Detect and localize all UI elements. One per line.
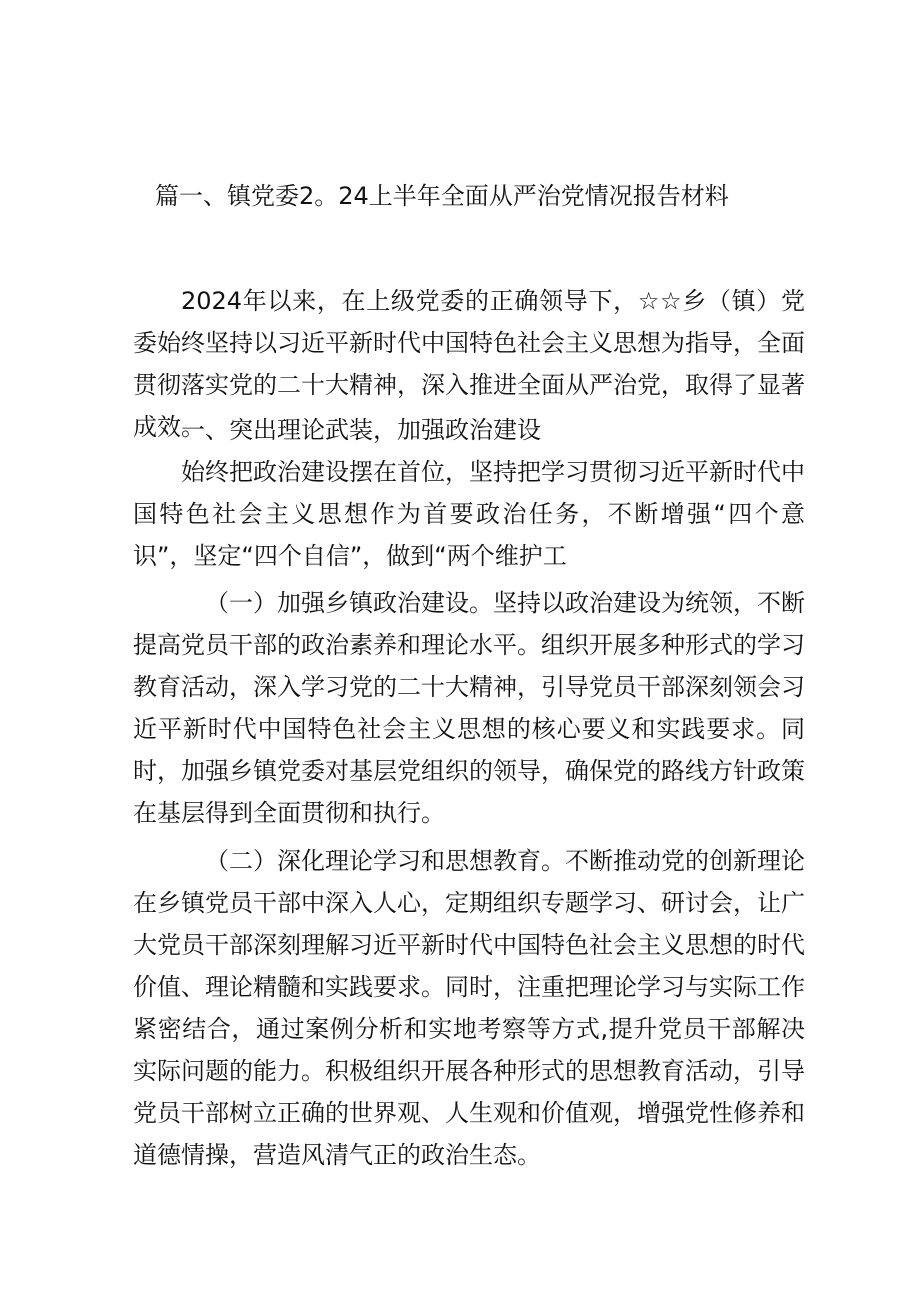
subsection-paragraph-2: （二）深化理论学习和思想教育。不断推动党的创新理论在乡镇党员干部中深入人心，定期组织专题学习、研讨会，让广大党员干部深刻理解习近平新时代中国特色社会主义思想的时代价值、理论精髓和实践要求。同时，注重把理论学习与实际工作紧密结合，通过案例分析和实地考察等方式,提升党员干部解决实际问题的能力。积极组织开展各种形式的思想教育活动，引导党员干部树立正确的世界观、人生观和价值观，增强党性修养和道德情操，营造风清气正的政治生态。	[133, 847, 805, 1169]
document-title: 篇一、镇党委2。24上半年全面从严治党情况报告材料	[155, 182, 729, 210]
intro-paragraph: 2024年以来，在上级党委的正确领导下，☆☆乡（镇）党委始终坚持以习近平新时代中国特色社会主义思想为指导，全面贯彻落实党的二十大精神，深入推进全面从严治党，取得了显著成效。	[133, 287, 805, 441]
subsection-paragraph-1: （一）加强乡镇政治建设。坚持以政治建设为统领，不断提高党员干部的政治素养和理论水平。组织开展多种形式的学习教育活动，深入学习党的二十大精神，引导党员干部深刻领会习近平新时代中国特色社会主义思想的核心要义和实践要求。同时，加强乡镇党委对基层党组织的领导，确保党的路线方针政策在基层得到全面贯彻和执行。	[133, 589, 805, 827]
section-paragraph: 始终把政治建设摆在首位，坚持把学习贯彻习近平新时代中国特色社会主义思想作为首要政治任务，不断增强“四个意识”，坚定“四个自信”，做到“两个维护工	[133, 458, 805, 570]
section-heading: 一、突出理论武装，加强政治建设	[181, 416, 541, 444]
